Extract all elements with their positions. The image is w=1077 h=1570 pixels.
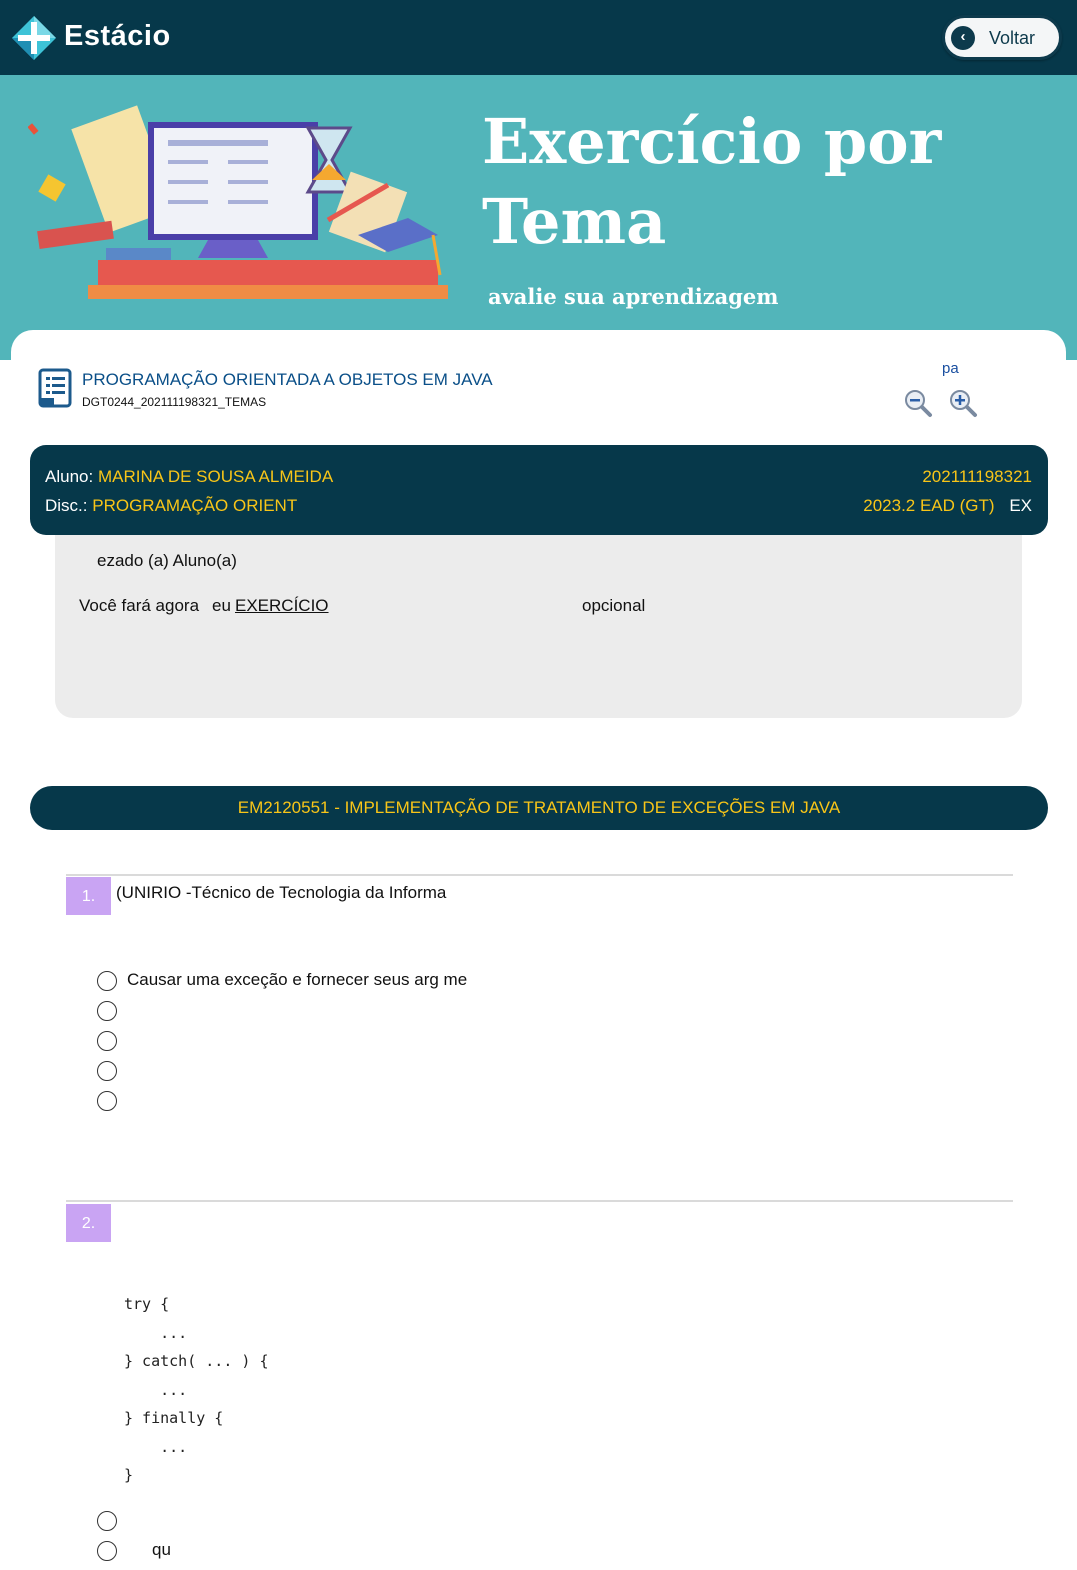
disc-label: Disc.:	[45, 496, 88, 515]
period-info	[863, 496, 1032, 516]
student-info-panel	[30, 445, 1048, 535]
instructions-box	[55, 535, 1022, 718]
question-text: (UNIRIO -Técnico de Tecnologia da Informa	[116, 883, 447, 902]
code-snippet: try { ... } catch( ... ) { ... } finally { ... }	[124, 1295, 269, 1484]
question-divider	[66, 874, 1013, 876]
instructions-text: Você fará agora	[79, 596, 200, 615]
estacio-logo-icon	[10, 14, 58, 62]
top-bar	[0, 0, 1077, 75]
question-divider	[66, 1200, 1013, 1202]
answer-radio[interactable]	[97, 1511, 117, 1531]
question-number: 1.	[66, 877, 111, 915]
student-name: MARINA DE SOUSA ALMEIDA	[97, 467, 334, 486]
banner-title	[482, 102, 1002, 262]
greeting-text: ezado (a) Aluno(a)	[97, 551, 237, 570]
back-button[interactable]	[942, 15, 1062, 60]
chevron-left-icon: ‹	[951, 26, 975, 50]
period-label: 2023.2 EAD (GT)	[863, 496, 995, 515]
document-list-icon	[38, 368, 72, 408]
optional-text: opcional	[582, 596, 646, 615]
answer-option-text: Causar uma exceção e fornecer seus arg me	[127, 970, 468, 989]
exercise-link[interactable]: EXERCÍCIO	[235, 596, 329, 615]
answer-radio[interactable]	[97, 1001, 117, 1021]
instructions-text-eu: eu	[212, 596, 231, 615]
zoom-in-icon[interactable]	[948, 388, 978, 418]
theme-header: EM2120551 - IMPLEMENTAÇÃO DE TRATAMENTO DE EXCEÇÕES EM JAVA	[30, 786, 1048, 830]
answer-option-text: qu	[152, 1540, 171, 1559]
brand-name: Estácio	[64, 20, 171, 52]
answer-radio[interactable]	[97, 971, 117, 991]
answer-radio[interactable]	[97, 1061, 117, 1081]
answer-radio[interactable]	[97, 1031, 117, 1051]
answer-radio[interactable]	[97, 1541, 117, 1561]
course-title: PROGRAMAÇÃO ORIENTADA A OBJETOS EM JAVA	[82, 370, 493, 389]
banner-title-line-2: Tema	[482, 185, 667, 258]
back-button-label: Voltar	[989, 28, 1036, 48]
course-code: DGT0244_202111198321_TEMAS	[82, 395, 267, 409]
answer-radio[interactable]	[97, 1091, 117, 1111]
banner-subtitle: avalie sua aprendizagem	[488, 284, 779, 309]
banner-title-line-1: Exercício por	[482, 105, 942, 178]
student-id: 202111198321	[922, 467, 1032, 486]
aluno-label: Aluno:	[45, 467, 94, 486]
discipline-name: PROGRAMAÇÃO ORIENT	[92, 496, 298, 515]
study-illustration	[28, 100, 468, 310]
question-number: 2.	[66, 1204, 111, 1242]
discipline-row	[45, 496, 297, 516]
zoom-out-icon[interactable]	[903, 388, 933, 418]
type-tag: EX	[1009, 496, 1032, 515]
student-row	[45, 467, 333, 487]
pa-label: pa	[942, 360, 959, 377]
